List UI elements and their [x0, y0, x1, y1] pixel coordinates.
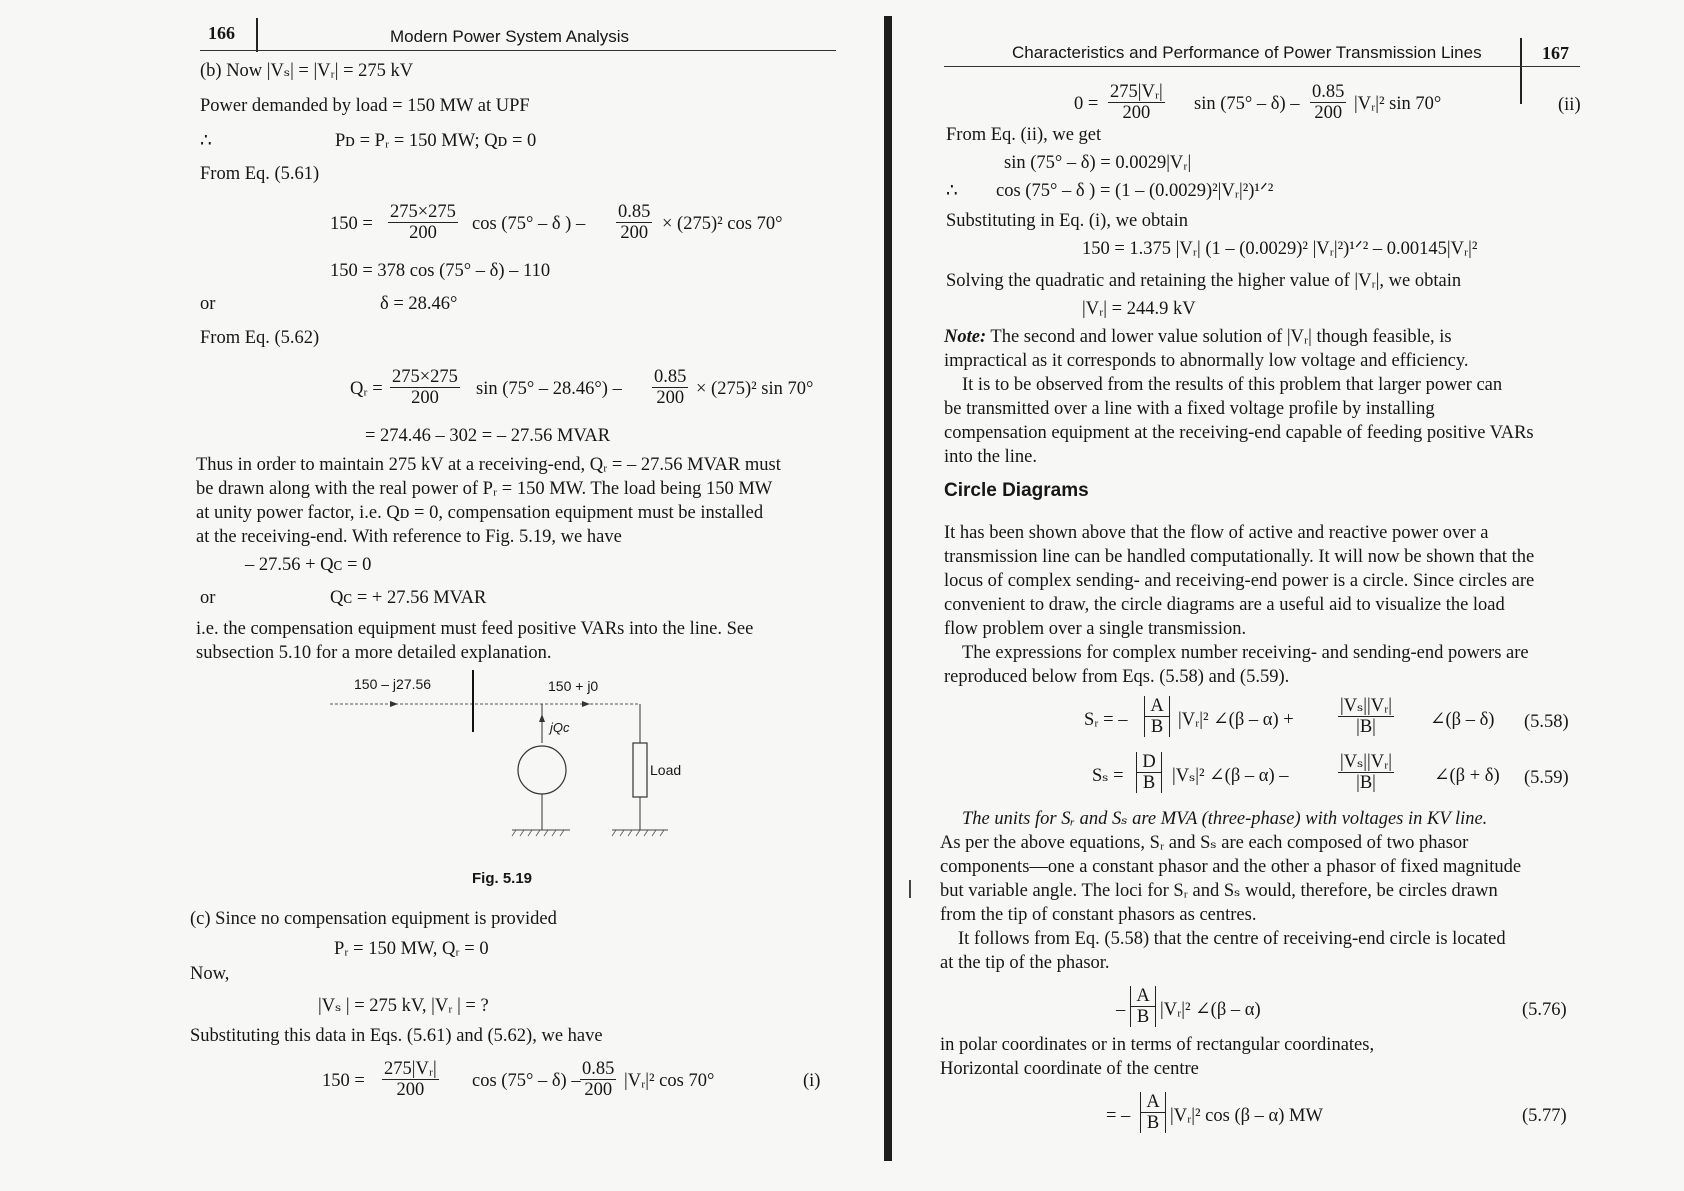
header-rule	[944, 66, 1580, 67]
fraction-denominator: B	[1150, 717, 1164, 737]
eq-middle: |Vₛ|² ∠(β – α) –	[1172, 766, 1289, 786]
eq-tail: ∠(β + δ)	[1434, 766, 1500, 786]
equation-5-76	[1116, 984, 1436, 1040]
fraction-denominator: 200	[1314, 103, 1343, 123]
paragraph-line: from the tip of constant phasors as centres.	[940, 905, 1257, 925]
fraction-denominator: 200	[396, 1080, 425, 1100]
fraction-denominator: |B|	[1356, 773, 1376, 793]
paragraph-line: be transmitted over a line with a fixed voltage profile by installing	[944, 399, 1435, 419]
equation: sin (75° – δ) = 0.0029|Vᵣ|	[1004, 153, 1192, 173]
fraction-denominator: 200	[411, 388, 439, 408]
eq-tail: |Vᵣ|² sin 70°	[1354, 94, 1442, 114]
header-divider	[256, 18, 258, 52]
right-page	[892, 0, 1684, 1191]
note-text: The second and lower value solution of |Vᵣ| though feasible, is	[986, 327, 1452, 347]
paragraph-line: It has been shown above that the flow of active and reactive power over a	[944, 523, 1489, 543]
text-line: (c) Since no compensation equipment is provided	[190, 909, 557, 929]
equation-fraction	[322, 1057, 742, 1113]
fraction-numerator: 275×275	[392, 367, 458, 387]
equation-5-58	[1084, 694, 1504, 750]
paragraph-line: i.e. the compensation equipment must feed positive VARs into the line. See	[196, 619, 754, 639]
text-line: (b) Now |Vₛ| = |Vᵣ| = 275 kV	[200, 61, 414, 81]
fraction-numerator: A	[1140, 1092, 1166, 1113]
therefore-symbol: ∴	[200, 131, 212, 151]
fraction-numerator: 275×275	[390, 202, 456, 222]
paragraph-line: It is to be observed from the results of this problem that larger power can	[962, 375, 1503, 395]
figure-label: 150 + j0	[548, 678, 599, 694]
eq-middle: cos (75° – δ ) –	[472, 214, 586, 234]
eq-tail: × (275)² sin 70°	[696, 379, 814, 399]
header-rule	[200, 50, 836, 51]
eq-lhs: = –	[1106, 1106, 1131, 1126]
figure-label: 150 – j27.56	[354, 676, 432, 692]
text-line: Solving the quadratic and retaining the higher value of |Vᵣ|, we obtain	[946, 271, 1462, 291]
header-divider	[1520, 38, 1522, 104]
fraction-numerator: 275|Vᵣ|	[384, 1059, 437, 1079]
fraction-numerator: |Vₛ||Vᵣ|	[1340, 696, 1393, 716]
fraction-numerator: 0.85	[618, 202, 651, 222]
text-line: From Eq. (5.62)	[200, 328, 320, 348]
circuit-diagram	[330, 670, 690, 850]
fraction-denominator: 200	[620, 223, 649, 243]
equation: Pᴅ = Pᵣ = 150 MW; Qᴅ = 0	[335, 131, 537, 151]
fraction-denominator: 200	[1122, 103, 1151, 123]
fraction-numerator: 0.85	[654, 367, 687, 387]
paragraph-line: locus of complex sending- and receiving-end power is a circle. Since circles are	[944, 571, 1535, 591]
eq-lhs: –	[1116, 1000, 1126, 1020]
paragraph-line: components—one a constant phasor and the other a phasor of fixed magnitude	[940, 857, 1522, 877]
equation-fraction	[1074, 80, 1514, 136]
eq-tail: ∠(β – δ)	[1430, 710, 1495, 730]
paragraph-line: subsection 5.10 for a more detailed explanation.	[196, 643, 552, 663]
equation-number: (5.76)	[1522, 1000, 1567, 1020]
eq-lhs: 150 =	[330, 214, 373, 234]
equation-number: (5.77)	[1522, 1106, 1567, 1126]
eq-tail: |Vᵣ|² ∠(β – α)	[1160, 1000, 1261, 1020]
eq-lhs: Sₛ =	[1092, 766, 1124, 786]
eq-tail: |Vᵣ|² cos 70°	[624, 1071, 715, 1091]
equation: |Vₛ | = 275 kV, |Vᵣ | = ?	[318, 996, 489, 1016]
page-number: 166	[208, 23, 235, 43]
equation-fraction	[350, 365, 850, 421]
paragraph-line: Horizontal coordinate of the centre	[940, 1059, 1199, 1079]
section-heading: Circle Diagrams	[944, 480, 1089, 501]
fraction-denominator: B	[1146, 1113, 1160, 1133]
paragraph-line: As per the above equations, Sᵣ and Sₛ are each composed of two phasor	[940, 833, 1469, 853]
book-gutter	[884, 16, 892, 1161]
equation-fraction	[330, 200, 850, 256]
equation-number: (5.59)	[1524, 768, 1569, 788]
figure-5-19	[330, 670, 690, 850]
running-head: Characteristics and Performance of Power Transmission Lines	[1012, 43, 1482, 62]
equation-5-59	[1092, 750, 1512, 806]
equation: Pᵣ = 150 MW, Qᵣ = 0	[334, 939, 489, 959]
paragraph-line: at unity power factor, i.e. Qᴅ = 0, compensation equipment must be installed	[196, 503, 764, 523]
equation: 150 = 378 cos (75° – δ) – 110	[330, 261, 551, 281]
equation: δ = 28.46°	[380, 294, 458, 314]
paragraph-line: Thus in order to maintain 275 kV at a receiving-end, Qᵣ = – 27.56 MVAR must	[196, 455, 781, 475]
paragraph-line: compensation equipment at the receiving-end capable of feeding positive VARs	[944, 423, 1534, 443]
figure-label: jQᴄ	[550, 720, 570, 735]
text-line: From Eq. (5.61)	[200, 164, 320, 184]
eq-lhs: 150 =	[322, 1071, 365, 1091]
eq-lhs: 0 =	[1074, 94, 1099, 114]
fraction-numerator: D	[1136, 752, 1162, 773]
paragraph-line	[944, 326, 1452, 348]
fraction-denominator: B	[1136, 1007, 1150, 1027]
paragraph-line: It follows from Eq. (5.58) that the centre of receiving-end circle is located	[958, 929, 1506, 949]
eq-middle: |Vᵣ|² ∠(β – α) +	[1178, 710, 1294, 730]
paragraph-line: into the line.	[944, 447, 1037, 467]
note-label: Note:	[944, 327, 987, 347]
paragraph-line: reproduced below from Eqs. (5.58) and (5.59).	[944, 667, 1290, 687]
equation-5-77	[1106, 1090, 1446, 1146]
paragraph-line: be drawn along with the real power of Pᵣ = 150 MW. The load being 150 MW	[196, 479, 773, 499]
fraction-denominator: 200	[409, 223, 437, 243]
eq-middle: sin (75° – 28.46°) –	[476, 379, 622, 399]
text-line: Now,	[190, 964, 230, 984]
paragraph-line: at the receiving-end. With reference to Fig. 5.19, we have	[196, 527, 622, 547]
paragraph-line: at the tip of the phasor.	[940, 953, 1110, 973]
text-line: Substituting in Eq. (i), we obtain	[946, 211, 1189, 231]
eq-tail: |Vᵣ|² cos (β – α) MW	[1170, 1106, 1323, 1126]
paragraph-line: transmission line can be handled computationally. It will now be shown that the	[944, 547, 1535, 567]
fraction-numerator: 0.85	[1312, 82, 1345, 102]
eq-middle: sin (75° – δ) –	[1194, 94, 1300, 114]
text-line: or	[200, 294, 216, 314]
text-line: Power demanded by load = 150 MW at UPF	[200, 96, 530, 116]
page-number: 167	[1542, 43, 1569, 63]
equation: |Vᵣ| = 244.9 kV	[1082, 299, 1196, 319]
equation: cos (75° – δ ) = (1 – (0.0029)²|Vᵣ|²)¹ᐟ²	[996, 181, 1274, 201]
paragraph-line: convenient to draw, the circle diagrams are a useful aid to visualize the load	[944, 595, 1505, 615]
equation: – 27.56 + Qᴄ = 0	[245, 555, 372, 575]
figure-label: Load	[650, 762, 682, 778]
fraction-numerator: 0.85	[582, 1059, 615, 1079]
equation-number: (ii)	[1558, 95, 1581, 115]
paragraph-line: in polar coordinates or in terms of rectangular coordinates,	[940, 1035, 1375, 1055]
fraction-denominator: |B|	[1356, 717, 1376, 737]
text-line: Substituting this data in Eqs. (5.61) and (5.62), we have	[190, 1026, 603, 1046]
eq-tail: × (275)² cos 70°	[662, 214, 783, 234]
eq-lhs: Sᵣ = –	[1084, 710, 1128, 730]
equation-number: (5.58)	[1524, 712, 1569, 732]
fraction-denominator: 200	[656, 388, 685, 408]
fraction-numerator: 275|Vᵣ|	[1110, 82, 1163, 102]
fraction-denominator: 200	[584, 1080, 613, 1100]
equation-number: (i)	[803, 1071, 821, 1091]
text-line: or	[200, 588, 216, 608]
paragraph-line: The expressions for complex number receiving- and sending-end powers are	[962, 643, 1529, 663]
paragraph-line: The units for Sᵣ and Sₛ are MVA (three-phase) with voltages in KV line.	[962, 809, 1488, 829]
eq-lhs: Qᵣ =	[350, 379, 383, 399]
eq-middle: cos (75° – δ) –	[472, 1071, 581, 1091]
paragraph-line: flow problem over a single transmission.	[944, 619, 1247, 639]
equation: = 274.46 – 302 = – 27.56 MVAR	[365, 426, 611, 446]
fraction-denominator: B	[1142, 773, 1156, 793]
fraction-numerator: A	[1144, 696, 1170, 717]
running-head: Modern Power System Analysis	[390, 27, 630, 46]
fraction-numerator: |Vₛ||Vᵣ|	[1340, 752, 1393, 772]
text-line: From Eq. (ii), we get	[946, 125, 1102, 145]
paragraph-line: but variable angle. The loci for Sᵣ and Sₛ would, therefore, be circles drawn	[940, 881, 1498, 901]
therefore-symbol: ∴	[946, 181, 958, 201]
equation: Qᴄ = + 27.56 MVAR	[330, 588, 487, 608]
equation: 150 = 1.375 |Vᵣ| (1 – (0.0029)² |Vᵣ|²)¹ᐟ² – 0.00145|Vᵣ|²	[1082, 239, 1478, 259]
fraction-numerator: A	[1130, 986, 1156, 1007]
figure-caption: Fig. 5.19	[472, 870, 533, 887]
paragraph-line: impractical as it corresponds to abnormally low voltage and efficiency.	[944, 351, 1469, 371]
